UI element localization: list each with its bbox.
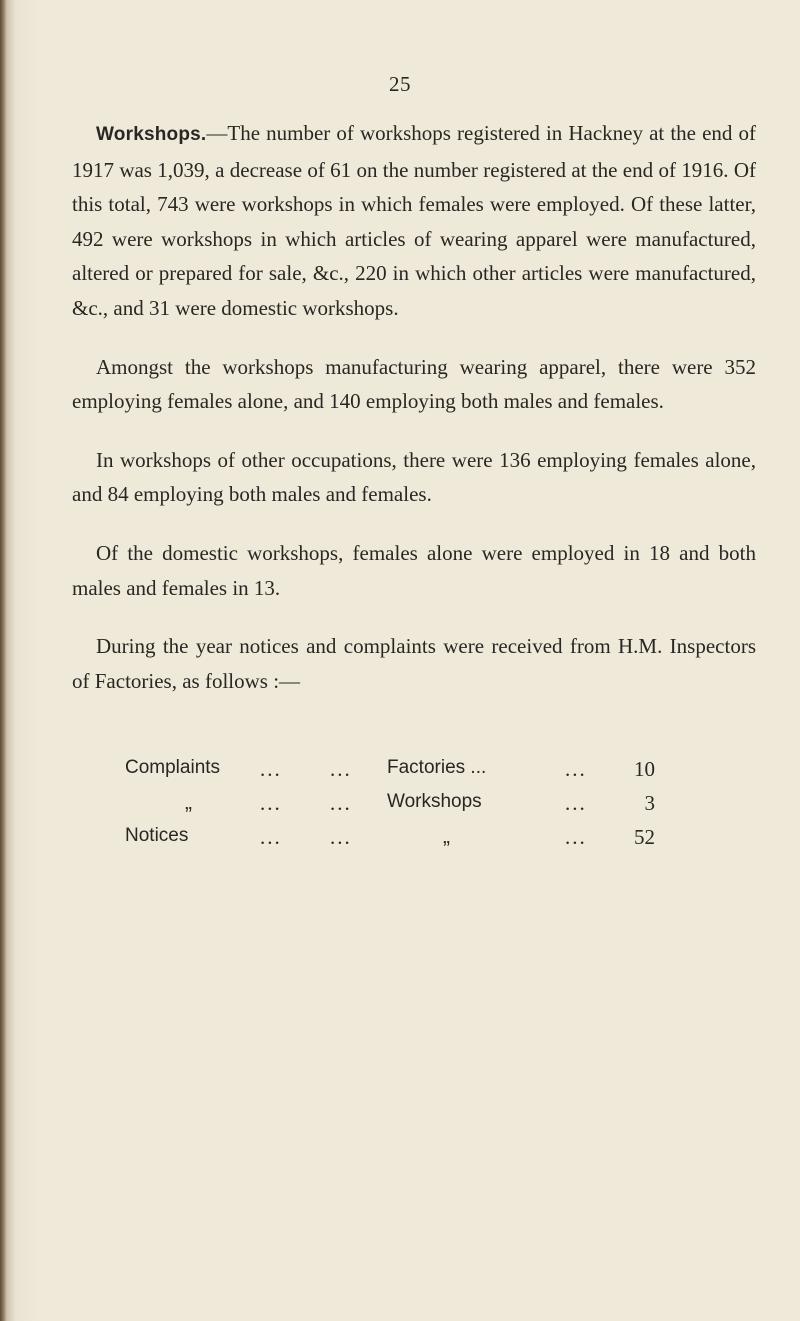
notices-table [125,757,665,859]
row-label: „ [185,791,192,814]
row-value: 10 [634,757,655,781]
page-number: 25 [389,72,411,96]
paragraph-text: —The number of workshops registered in Hackney at the end of 1917 was 1,039, a decrease of 61 on the number registered at the end of 1916. Of this total, 743 were workshops in which females were employed. Of these latter, 492 were workshops in which articles of wearing apparel were manufactured, altered or prepared for sale, &c., 220 in which other articles were manufactured, &c., and 31 were domestic workshops. [72,121,756,320]
section-heading: Workshops. [96,124,207,145]
leader-dots: ... [565,757,587,781]
row-place: Factories ... [387,757,487,778]
row-value: 52 [634,825,655,849]
row-place: Workshops [387,791,482,812]
row-label: Notices [125,825,189,846]
row-label: Complaints [125,757,221,778]
paragraph-wearing-apparel: Amongst the workshops manufacturing wearing apparel, there were 352 employing females alone, and 140 employing both males and females. [72,354,756,414]
table-row [125,791,665,825]
row-place: „ [443,825,450,848]
leader-dots: ... [260,757,282,781]
table-row [125,825,665,859]
leader-dots: ... [330,757,352,781]
leader-dots: ... [330,791,352,815]
paragraph-notices-complaints: During the year notices and complaints were received from H.M. Inspectors of Factories, as follows :— [72,634,756,693]
paragraph-other-occupations: In workshops of other occupations, there were 136 employing females alone, and 84 employing both males and females. [72,447,756,507]
table-row [125,757,665,791]
leader-dots: ... [330,825,352,849]
leader-dots: ... [260,825,282,849]
paragraph-workshops-summary [72,116,756,326]
row-value: 3 [644,791,655,815]
paragraph-domestic-workshops: Of the domestic workshops, females alone were employed in 18 and both males and females in 13. [72,540,756,600]
leader-dots: ... [565,791,587,815]
leader-dots: ... [565,825,587,849]
leader-dots: ... [260,791,282,815]
document-body [72,116,756,722]
